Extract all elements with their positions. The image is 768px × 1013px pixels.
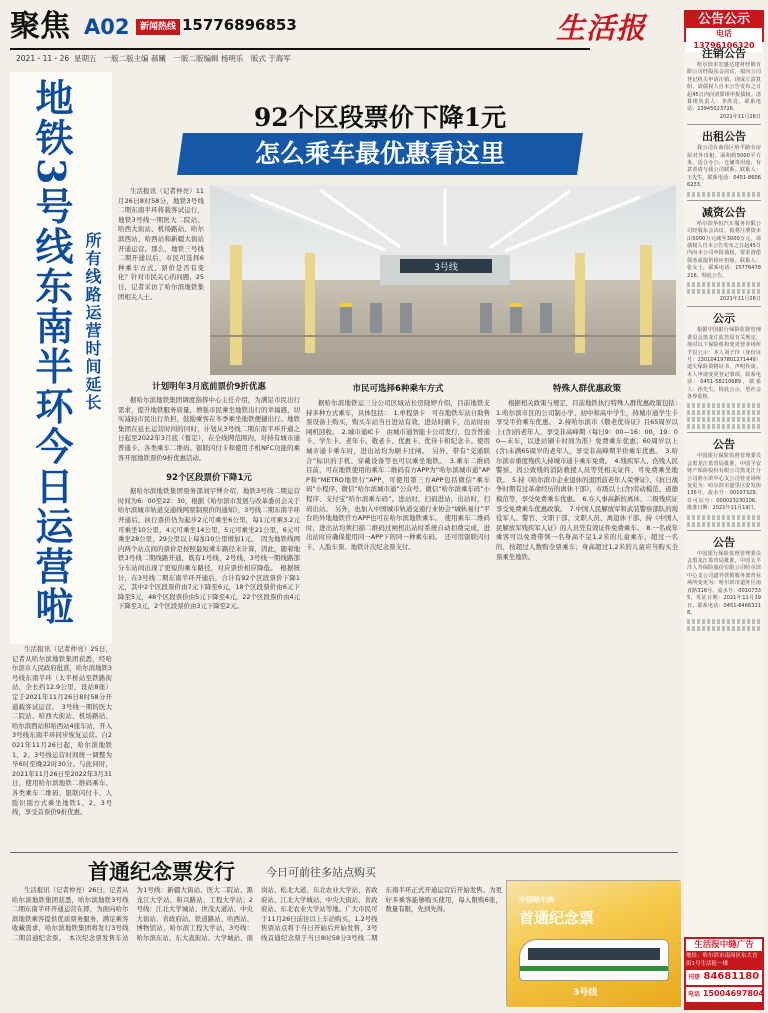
paper-logo: 生活报: [556, 11, 647, 45]
commemorative-ticket: [506, 880, 680, 1006]
notice-title: 减资公告: [702, 205, 746, 219]
section3-title: 市民可选择6种乘车方式: [352, 384, 444, 394]
section4-title: 特殊人群优惠政策: [552, 384, 621, 394]
notice-text: 中国银行保险监督管理委员会黑龙江监管局批准，中国太平洋人寿保险股份有限公司哈尔滨中心支公司道外营销服务部营业场所变更为：哈尔滨市道外区南直路316号。流水号：00107335，发证日期：2021年11月19日。联系电话：0451-84663218。: [687, 550, 761, 616]
station-sign: 3号线: [434, 263, 458, 273]
section2-text: 据哈尔滨地铁集团票务部刘宇博介绍，地铁3号线二期运营时间为6：00至22：30，根据《哈尔滨市发展与改革委员会关于哈尔滨城市轨道交通线网票制票价的通知》，3号线二期东南半环开通后，执行票价仍为起步2元可乘坐6公里，每1元可乘3.2元可乘坐10公里，4元可乘坐14公里，5元可乘坐21公里，6元可乘坐28公里，29公里以上每加10公里增加1元。 因为地铁线网内两个站点间的票价是按照最短乘车路径来计算，因此，随着地铁3号线二期线路开通，既有1号线、2号线、3号线一期线路部分车站间出现了更短的乘车路径，对应票价相应降低。 根据统计，在3号线二期东南半环开通后，合计有92个区段票价下降1元，其中2个区段票价由7元下降至6元，18个区段票价由6元下降至5元，48个区段票价由5元下降至4元，22个区段票价由4元下降至3元，2个区段票价由3元下降至2元。: [118, 487, 300, 611]
left-article: 生活报讯（记者仲亮）25日，记者从哈尔滨地铁集团获悉，经哈尔滨市人民政府批准，哈尔滨地铁3号线东南半环（太平桥站至铁路街站，全长约12.9公里，设站8座）定于2021年11月26日8时58分开通载客试运营。 3号线一期的医大二院站、哈西大街站、机场路站、哈尔滨西站和哈西站4座车站，开入3号线东南半环同步恢复运营。自2021年11月26日起，哈尔滨地铁1、2、3号线运营时间统一调整为早6时至晚22时30分。与此同时，2021年11月26日至2022年3月31日，使用哈尔滨地铁二维码乘车、各类乘车二维码、银联闪付卡、人脸识别方式乘坐地铁1、2、3号线，享受首票价9折优惠。: [12, 645, 112, 817]
vertical-subhead: 所有线路运营时间延长: [83, 232, 102, 412]
column-2: [306, 382, 497, 850]
bottom-rule: [10, 852, 678, 853]
station-photo: [210, 185, 676, 375]
notice-text: 根据中国银行保险监督管理委员会黑龙江监管局有关规定，现对以下保险机构变更营业场所予以公示：本人刘子玲（身份证号：230104197801271449）遗失保险资格证书，声明作废。本人申请变更登记事项，联系电话：0451-58210689，联系人：孙先生。特此公示，望社会各界监督。: [687, 327, 761, 400]
ad-phone1-label: 刊登: [688, 974, 701, 981]
column-3: [496, 382, 685, 850]
issue-date: 2021・11・26: [16, 54, 70, 63]
notice-title: 公示: [713, 312, 735, 326]
hotline-number: 15776896853: [182, 16, 297, 34]
notice-text: 哈尔滨市宏盛达建材经销有限公司经股东会决议，拟向公司登记机关申请注销，现成立清算组，请债权人自本公告发布之日起45日内向清算组申报债权。清算组负责人：李洪亮，联系电话：13945023726。: [687, 62, 761, 113]
page-number: A02: [84, 15, 130, 39]
issue-weekday: 星期五: [73, 54, 97, 63]
notice-phone-label: 电话: [716, 29, 732, 38]
column-1: [118, 382, 300, 850]
section4-text: 根据相关政策与规定，目前地铁执行特殊人群优惠政策包括： 1.哈尔滨市区的公司制小学、初中和高中学生，持城市通学生卡享受半价乘车优惠。 2.持哈尔滨市《敬老优待证》且65周岁以上(含)的老年人，享受非高峰期（每日9：00—16：00，19：00—末车，以进站刷卡时间为准）免费乘车优惠；60周岁以上(含)未满65周岁的老年人，享受非高峰期半价乘车优惠。 3.哈尔滨市重度残疾人持城市通卡乘车免费。 4.残疾军人、伤残人民警察、因公致残的消防救援人员等凭相关证件，可免费乘坐地铁。 5.持《哈尔滨市企业退休的退团前老年人荣誉证》、《抗日战争时期有过革命经历的离休干部》、市级以上(含)劳动模范、道德模范等，享受免费乘车优惠。 6.在人事高新的离休、二级残疾证享受免费乘车优惠政策。 7.中国人民解放军和武装警察部队的现役军人、警官、文职干部、文职人员、离退休干部、持《中国人民解放军残疾军人证》的人员凭有效证件免费乘车。 8.一名成年乘客可以免费带领一名身高不足1.2米的儿童乘车，超过一名的，按超过人数购全票乘车；身高超过1.2米的儿童应当购买全票乘坐地铁。: [496, 399, 685, 561]
main-headline: 92个区段票价下降1元: [253, 103, 507, 132]
notice-date: 2021年11月26日: [719, 295, 761, 302]
notice-title: 公告: [713, 535, 735, 549]
notice-title: 注销公告: [702, 47, 746, 60]
top-header: [0, 0, 768, 70]
ticket-line: 3号线: [573, 988, 598, 998]
notice-title: 出租公告: [702, 130, 746, 144]
ad-title: 生活报中缝广告: [686, 939, 762, 951]
ticket-name: 首通纪念票: [519, 909, 595, 927]
ad-address: 地址：哈尔滨市南岗区东大直街1号生活报一楼: [686, 953, 758, 967]
notice-text: 哈尔滨华恒汽车服务有限公司经股东会决议，拟将注册资本由5000万元减至3000万元，请债权人自本公告发布之日起45日内向本公司申报债权，要求清偿债务或提供相应担保。联系人：张女士，联系电话：15776478216。特此公告。: [687, 220, 761, 279]
editors-credit: 一版二版主编 郝曦 一版二版编辑 杨明乐 版式 于海军: [103, 54, 291, 63]
vertical-headline: 地铁3号线东南半环今日运营啦: [29, 78, 74, 627]
ad-phone2: 15004697804: [702, 989, 765, 998]
notice-phone: 13796106320: [693, 41, 755, 50]
section1-title: 计划明年3月底前票价9折优惠: [152, 382, 266, 392]
commemorative-title: 首通纪念票发行: [88, 859, 235, 884]
notice-header: [684, 10, 764, 50]
ticket-top-text: 中国哈尔滨: [519, 896, 554, 904]
section-title: 聚焦: [10, 9, 70, 44]
section3-text: 据哈尔滨地铁运三分公司区域站长房晓婷介绍，目前地铁支持多种方式乘车，具体包括： 1.单程票卡 可在地铁车站自助售票设备上购买，购买车站当日进站有效，进站时刷卡，出站时由闸机回收。 2.城市通IC卡 由城市通智能卡公司发行，包含普通卡、学生卡、老年卡、敬老卡、优惠卡、优待卡和纪念卡。使用城市通卡乘车时，进出站均为刷卡过闸。 另外，带有“交通联合”标识的手机、穿戴设备等也可以乘坐地铁。 3.乘车二维码 目前，可在地铁使用的乘车二维码有方APP为“哈尔滨城市通”APP和“METRO地铁行”APP，可使用第三方APP包括微信“乘车码”小程序、微信“哈尔滨城市通”公众号、微信“哈尔滨乘车码”小程序、支付宝“哈尔滨乘车码”。进站时，扫码进站，出站时，扫码出站。 另外，也加入中国城市轨道交通行业协会“城轨易付”平台的外地地铁官方APP也可在哈尔滨地铁乘车。 使用乘车二维码时，进出站均须扫描二维码过闸机出站时系统自动扣费完成，进出站时应确保使用同一APP下的同一种乘车码。 还可用银联闪付卡、人脸车票、地铁计次纪念票支付。: [306, 399, 497, 551]
header-rule: [10, 48, 590, 50]
intro-text: 生活报讯（记者仲亮）11月26日8时58分，地铁3号线二期东南半环将载客试运行，地铁3号线一期医大二院站、哈西大街站、机场路站、哈尔滨西站、哈西站和新疆大街站开通运营。那么，地铁三号线二期开通以后，市民可选择6种乘车方式、票价是否有变化？针对市民关心的问题，25日，记者采访了哈尔滨地铁集团相关人士。: [118, 187, 204, 301]
commemorative-text: 生活报讯（记者仲亮）26日，记者从哈尔滨地铁集团获悉，哈尔滨地铁3号线二期东南半环开通运营在即，为面向哈尔滨地铁乘客提供优质票务服务，满足乘客收藏需求，哈尔滨地铁集团将发行3号线二期首通纪念票。 本次纪念票发售车站为1号线：新疆大街站、医大二院站、黑龙江大学站、和兴路站、工程大学站；2号线：江北大学城站、世茂大道站、中央大街站、省政府站、铁道路站、哈西站、博物馆站、哈尔滨工程大学站，3号线：哈尔滨东站、东大直街站、大学城站、南岗站、松北大道、东北农业大学站、省政府站、江北大学城站、中央大街站、省政府站、东北农业大学站等地。广大市民可于11月26日前往以上车站购买，1.2号线售票站点将于当日开始后开始发售，3号线首通纪念票于当日8时58分3号线二期东南半环正式开通运营后开始发售。为更好多乘客能够购买使用，每人限购6张，数量有限，先到先得。: [12, 886, 502, 942]
commemorative-subtitle: 今日可前往多站点购买: [266, 866, 376, 879]
train-illustration: [519, 939, 669, 981]
notice-text: 中国银行保险监督管理委员会黑龙江监管局批准，中国平安财产保险股份有限公司黑龙江分公司哈尔滨中心支公司营业场所变更为：哈尔滨市道里区安发街136号。流水号：00107329，许可证号：000023230106，批准日期：2021年11月19日。: [687, 453, 761, 512]
ad-phone1: 84681180: [703, 971, 760, 982]
notice-title: 公告: [713, 438, 735, 452]
notice-header-title: 公告公示: [697, 12, 750, 27]
ad-box: [684, 937, 764, 1010]
notice-column: [684, 10, 764, 1010]
notice-text: 我公司在南岗区哈平路有房屋对外出租，面积约5000平方米，适合办公、仓储等用途，有意者请与我公司联系。联系人：王先生，联系电话：0451-86066233。: [687, 145, 761, 189]
main-subhead: 怎么乘车最优惠看这里: [254, 139, 505, 168]
hotline-label: 新闻热线: [136, 19, 180, 35]
header-dateline: [16, 53, 291, 64]
section1-text: 据哈尔滨地铁集团调度指挥中心主任介绍，为满足市民出行需求，提升地铁服务质量，增强市民乘坐地铁出行的幸福感，切实减轻市民出行负担，鼓励乘客在冬季乘坐地铁便捷出行。地铁集团在延长运营时间的同时，计划从3号线二期东南半环开通之日起至2022年3月底（暂定），在全线网范围内，对持有城市通普通卡、各类乘车二维码、银联闪付卡和使用手机NFC功能的乘客开展地铁票价9折优惠活动。: [118, 396, 300, 462]
vertical-headline-panel: [10, 72, 112, 644]
station-photo-illustration: [210, 185, 676, 375]
notice-date: 2021年11月26日: [719, 113, 761, 120]
ad-phone2-label: 电话: [688, 991, 701, 998]
section2-title: 92个区段票价下降1元: [166, 473, 252, 484]
